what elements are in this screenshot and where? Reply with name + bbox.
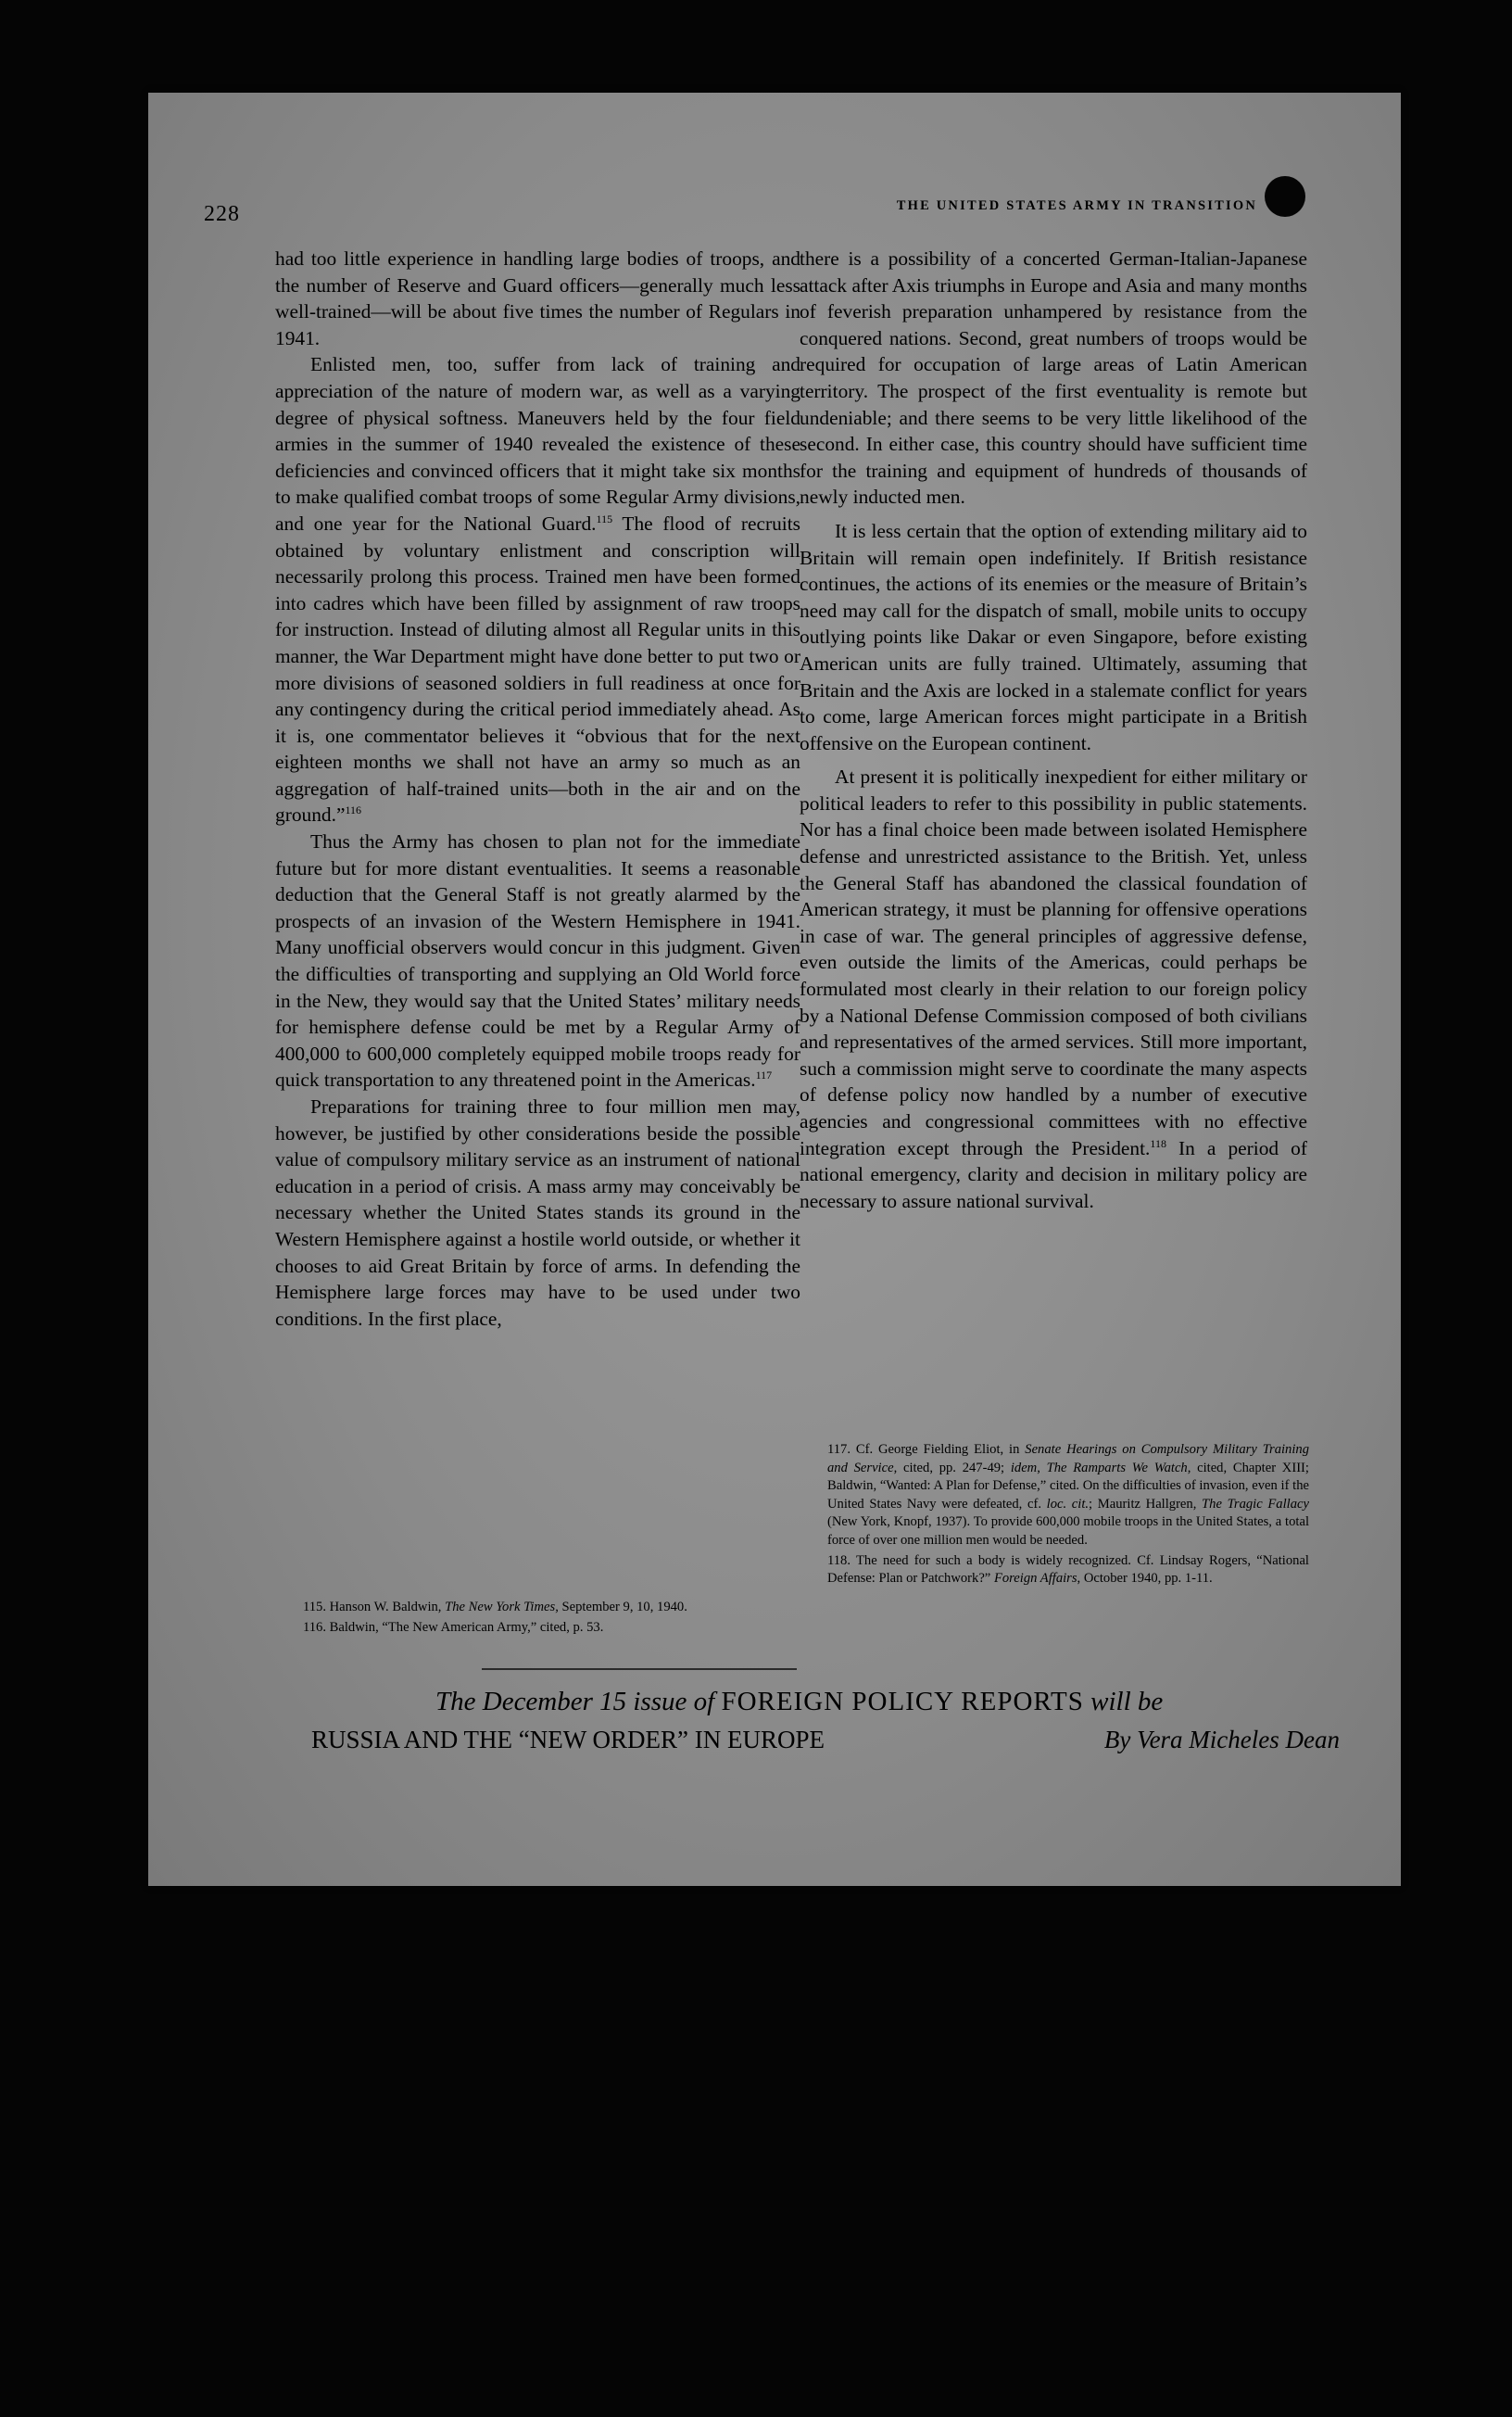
announcement-lead: The December 15 issue of <box>435 1687 715 1716</box>
footnote: 118. The need for such a body is widely recognized. Cf. Lindsay Rogers, “National Defense: Plan or Patchwork?” Foreign Affairs, October 1940, pp. 1-11. <box>827 1552 1309 1587</box>
divider-rule <box>482 1668 797 1670</box>
paragraph: Enlisted men, too, suffer from lack of training and appreciation of the nature of modern war, as well as a varying degree of physical softness. Maneuvers held by the four field armies in the summer of 1940 revealed the existence of these deficiencies and convinced officers that it might take six months to make qualified combat troops of some Regular Army divisions, and one year for the National Guard.$^{115}$ The flood of recruits obtained by voluntary enlistment and conscription will necessarily prolong this process. Trained men have been formed into cadres which have been filled by assignment of raw troops for instruction. Instead of diluting almost all Regular units in this manner, the War Department might have done better to put two or more divisions of seasoned soldiers in full readiness at once for any contingency during the critical period immediately ahead. As it is, one commentator believes it “obvious that for the next eighteen months we shall not have an army so much as an aggregation of half-trained units—both in the air and on the ground.”$^{116}$ <box>275 353 800 827</box>
announcement-tail: will be <box>1090 1687 1164 1716</box>
announcement-publication: FOREIGN POLICY REPORTS <box>721 1687 1084 1716</box>
announcement-line <box>435 1687 1177 1717</box>
announcement-title-line <box>311 1726 1340 1754</box>
running-title: THE UNITED STATES ARMY IN TRANSITION <box>896 198 1257 213</box>
footnote: 115. Hanson W. Baldwin, The New York Times, September 9, 10, 1940. <box>303 1600 687 1614</box>
announcement-byline: By Vera Micheles Dean <box>1103 1726 1340 1753</box>
footnotes-left <box>303 1599 799 1639</box>
paragraph: At present it is politically inexpedient for either military or political leaders to refer to this possibility in public statements. Nor has a final choice been made between isolated Hemisphere defense and unrestricted assistance to the British. Yet, unless the General Staff has abandoned the classical foundation of American strategy, it must be planning for offensive operations in case of war. The general principles of aggressive defense, even outside the limits of the Americas, could perhaps be formulated most clearly in their relation to our foreign policy by a National Defense Commission composed of both civilians and representatives of the armed services. Still more important, such a commission might serve to coordinate the many aspects of defense policy now handled by a number of executive agencies and congressional committees with no effective integration except through the President.$^{118}$ In a period of national emergency, clarity and decision in military policy are necessary to assure national survival. <box>800 766 1307 1212</box>
paragraph: had too little experience in handling large bodies of troops, and the number of Reserve and Guard officers—generally much less well-trained—will be about five times the number of Regulars in 1941. <box>275 247 800 349</box>
footnotes-right <box>827 1441 1309 1590</box>
footnote: 116. Baldwin, “The New American Army,” cited, p. 53. <box>303 1619 604 1635</box>
right-column <box>800 246 1307 1214</box>
paragraph: Preparations for training three to four million men may, however, be justified by other considerations beside the possible value of compulsory military service as an instrument of national education in a period of crisis. A mass army may conceivably be necessary whether the United States stands its ground in the Western Hemisphere against a hostile world outside, or whether it chooses to aid Great Britain by force of arms. In defending the Hemisphere large forces may have to be used under two conditions. In the first place, <box>275 1095 800 1330</box>
paragraph: there is a possibility of a concerted German-Italian-Japanese attack after Axis triumphs in Europe and Asia and many months of feverish preparation unhampered by resistance from the conquered nations. Second, great numbers of troops would be required for occupation of large areas of Latin American territory. The prospect of the first eventuality is remote but undeniable; and there seems to be very little likelihood of the second. In either case, this country should have sufficient time for the training and equipment of hundreds of thousands of newly inducted men. <box>800 247 1307 509</box>
page-number: 228 <box>204 202 240 226</box>
punch-hole <box>1265 176 1305 217</box>
paragraph: Thus the Army has chosen to plan not for the immediate future but for more distant eventualities. It seems a reasonable deduction that the General Staff is not greatly alarmed by the prospects of an invasion of the Western Hemisphere in 1941. Many unofficial observers would concur in this judgment. Given the difficulties of transporting and supplying an Old World force in the New, they would say that the United States’ military needs for hemisphere defense could be met by a Regular Army of 400,000 to 600,000 completely equipped mobile troops ready for quick transportation to any threatened point in the Americas.$^{117}$ <box>275 830 800 1092</box>
paragraph: It is less certain that the option of extending military aid to Britain will remain open indefinitely. If British resistance continues, the actions of its enemies or the measure of Britain’s need may call for the dispatch of small, mobile units to occupy outlying points like Dakar or even Singapore, before existing American units are fully trained. Ultimately, assuming that Britain and the Axis are locked in a stalemate conflict for years to come, large American forces might participate in a British offensive on the European continent. <box>800 519 1307 754</box>
left-column <box>275 246 800 1332</box>
footnote: 117. Cf. George Fielding Eliot, in Senate Hearings on Compulsory Military Training and Service, cited, pp. 247-49; idem, The Ramparts We Watch, cited, Chapter XIII; Baldwin, “Wanted: A Plan for Defense,” cited. On the difficulties of invasion, even if the United States Navy were defeated, cf. loc. cit.; Mauritz Hallgren, The Tragic Fallacy (New York, Knopf, 1937). To provide 600,000 mobile troops in the United States, a total force of over one million men would be needed. <box>827 1442 1309 1548</box>
announcement-title: RUSSIA AND THE “NEW ORDER” IN EUROPE <box>311 1726 825 1753</box>
